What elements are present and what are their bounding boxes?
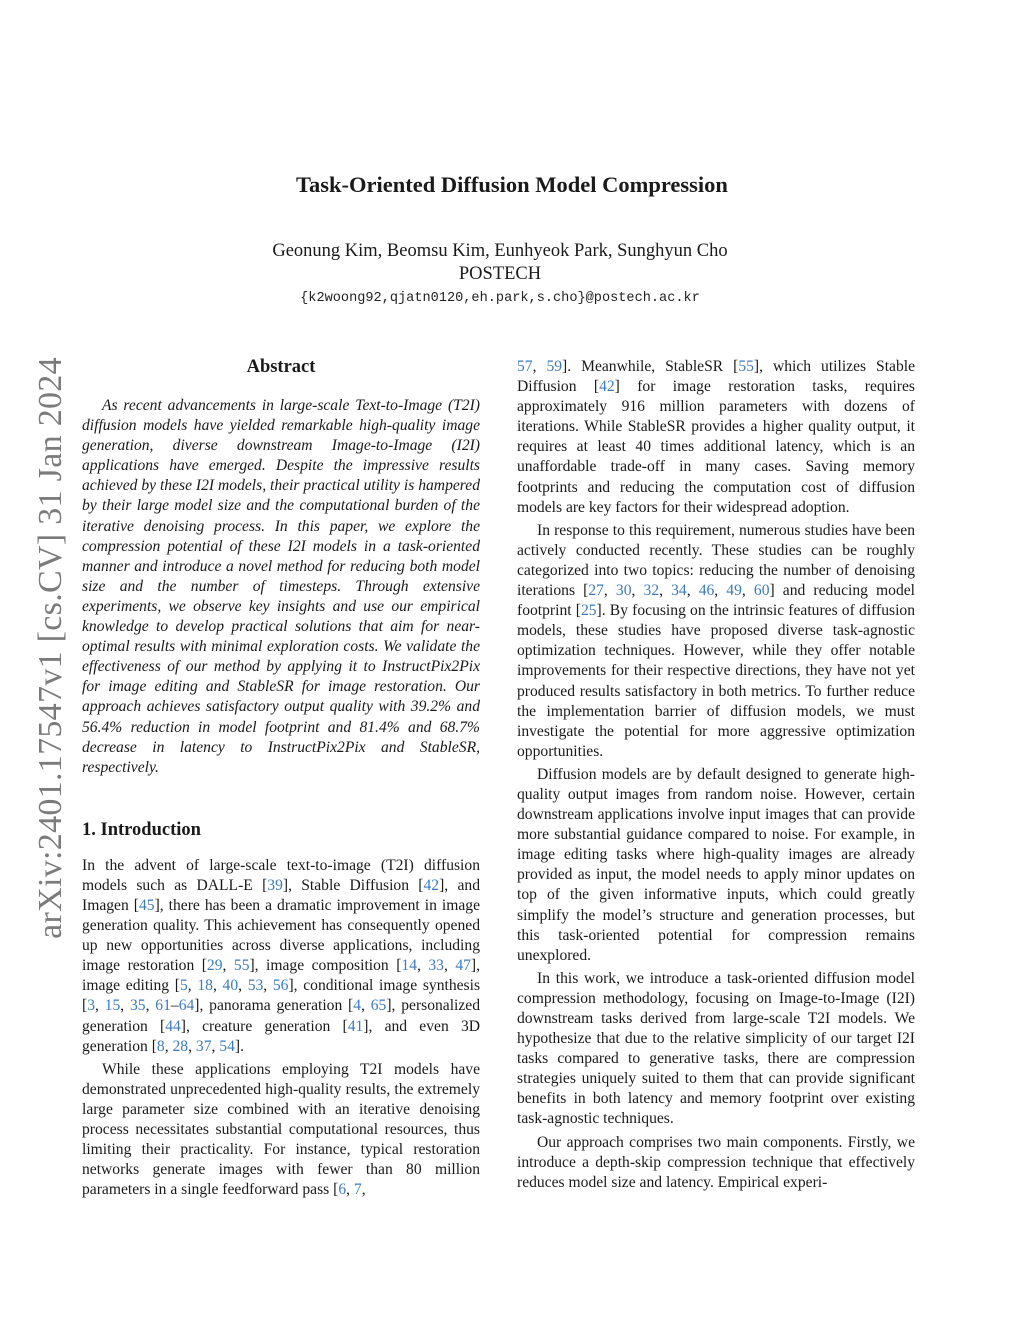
affiliation: POSTECH xyxy=(458,264,542,284)
citation-link[interactable]: 41 xyxy=(347,1017,364,1035)
text-run: , xyxy=(443,957,456,975)
text-run: , xyxy=(212,977,223,995)
text-run: – xyxy=(170,997,179,1015)
text-run: ], image editing [ xyxy=(82,957,481,995)
citation-link[interactable]: 59 xyxy=(546,358,563,375)
citation-link[interactable]: 42 xyxy=(599,378,615,396)
citation-link[interactable]: 25 xyxy=(580,602,597,620)
citation-link[interactable]: 61 xyxy=(155,997,171,1015)
right-column xyxy=(517,357,915,1196)
citation-link[interactable]: 37 xyxy=(195,1037,212,1055)
text-run: ], creature generation [ xyxy=(180,1017,348,1035)
citation-link[interactable]: 57 xyxy=(517,358,533,375)
text-run: , xyxy=(188,1037,196,1055)
citation-link[interactable]: 47 xyxy=(455,957,471,975)
text-run: , xyxy=(361,1181,366,1199)
citation-link[interactable]: 60 xyxy=(753,582,770,600)
text-run: ], personalized generation [ xyxy=(82,997,481,1035)
citation-link[interactable]: 55 xyxy=(738,358,754,375)
citation-link[interactable]: 40 xyxy=(222,977,239,995)
citation-link[interactable]: 29 xyxy=(206,957,223,975)
text-run: , xyxy=(238,977,248,995)
citation-link[interactable]: 65 xyxy=(370,997,387,1015)
text-run: ], and Imagen [ xyxy=(82,876,480,914)
citation-link[interactable]: 54 xyxy=(219,1037,235,1055)
author-emails: {k2woong92,qjatn0120,eh.park,s.cho}@postech.ac.kr xyxy=(300,291,700,306)
text-run: , xyxy=(120,997,130,1015)
citation-link[interactable]: 42 xyxy=(423,876,440,894)
intro-paragraph-6 xyxy=(517,1133,915,1193)
citation-link[interactable]: 34 xyxy=(671,582,687,600)
text-run: , xyxy=(164,1037,173,1055)
text-run: ]. Meanwhile, StableSR [ xyxy=(562,358,739,375)
text-run: In response to this requirement, numerous studies have been actively conducted recently. These studies can be roughly categorized into two topics: reducing the number of denoising iterations [ xyxy=(517,521,915,600)
text-run: , xyxy=(416,957,429,975)
text-run: Diffusion models are by default designed to generate high-quality output images from random noise. However, certain downstream applications involve input images that can provide more substantial guidance compared to noise. For example, in image editing tasks where high-quality images are already provided as input, the model needs to apply minor updates on top of the given informative inputs, which could greatly simplify the model’s structure and generation processes, but this task-oriented potential for compression remains unexplored. xyxy=(517,765,915,964)
paper-title: Task-Oriented Diffusion Model Compression xyxy=(296,172,728,197)
citation-link[interactable]: 6 xyxy=(338,1181,347,1199)
text-run: , xyxy=(211,1037,220,1055)
text-run: , xyxy=(263,977,273,995)
citation-link[interactable]: 15 xyxy=(104,997,121,1015)
citation-link[interactable]: 33 xyxy=(428,957,444,975)
citation-link[interactable]: 46 xyxy=(698,582,715,600)
abstract-body: As recent advancements in large-scale Text-to-Image (T2I) diffusion models have yielded remarkable high-quality image generation, diverse downstream Image-to-Image (I2I) applications have emerged. Despite the impressive results achieved by these I2I models, their practical utility is hampered by their large model size and the computational burden of the iterative denoising process. In this paper, we explore the compression potential of these I2I models in a task-oriented manner and introduce a novel method for reducing both model size and the number of timesteps. Through extensive experiments, we observe key insights and use our empirical knowledge to develop practical solutions that aim for near-optimal results with minimal exploration costs. We validate the effectiveness of our method by applying it to InstructPix2Pix for image editing and StableSR for image restoration. Our approach achieves satisfactory output quality with 39.2% and 56.4% reduction in model footprint and 81.4% and 68.7% decrease in latency to InstructPix2Pix and StableSR, respectively. xyxy=(82,397,480,776)
text-run: , xyxy=(603,582,616,600)
citation-link[interactable]: 49 xyxy=(726,582,742,600)
intro-paragraph-4 xyxy=(517,765,915,966)
text-run: ], which utilizes Stable Diffusion [ xyxy=(517,358,915,396)
citation-link[interactable]: 18 xyxy=(197,977,213,995)
text-run: , xyxy=(187,977,198,995)
author-list: Geonung Kim, Beomsu Kim, Eunhyeok Park, Sunghyun Cho xyxy=(272,241,728,261)
text-run: ], Stable Diffusion [ xyxy=(282,876,424,894)
intro-paragraph-3 xyxy=(517,521,915,762)
citation-link[interactable]: 14 xyxy=(401,957,417,975)
text-run: ]. By focusing on the intrinsic features of diffusion models, these studies have proposed diverse task-agnostic optimization techniques. However, while they offer notable improvements for their respective directions, they have not yet produced results satisfactory in both metrics. To further reduce the implementation barrier of diffusion models, we must investigate the potential for more aggressive optimization opportunities. xyxy=(517,602,915,760)
intro-paragraph-5 xyxy=(517,969,915,1130)
text-run: , xyxy=(686,582,699,600)
text-run: , xyxy=(145,997,156,1015)
text-run: ], panorama generation [ xyxy=(194,997,354,1015)
arxiv-identifier: arXiv:2401.17547v1 [cs.CV] 31 Jan 2024 xyxy=(32,357,69,939)
citation-link[interactable]: 4 xyxy=(353,997,362,1015)
left-column xyxy=(82,356,480,1203)
text-run: ] for image restoration tasks, requires approximately 916 million parameters with dozens of iterations. While StableSR provides a higher quality output, it requires at least 40 times additional latency, which is an unaffordable trade-off in many cases. Saving memory footprints and reducing the computation cost of diffusion models are key factors for their widespread adoption. xyxy=(517,378,915,516)
text-run: , xyxy=(659,582,672,600)
citation-link[interactable]: 56 xyxy=(272,977,289,995)
text-run: ] and reducing model footprint [ xyxy=(517,582,916,620)
citation-link[interactable]: 39 xyxy=(267,876,283,894)
intro-paragraph-2-continued xyxy=(517,357,915,518)
intro-paragraph-2 xyxy=(82,1060,480,1201)
text-run: Our approach comprises two main components. Firstly, we introduce a depth-skip compression technique that effectively reduces model size and latency. Empirical experi- xyxy=(517,1133,915,1191)
text-run: , xyxy=(631,582,644,600)
text-run: , xyxy=(222,957,234,975)
text-run: ], there has been a dramatic improvement in image generation quality. This achievement has consequently opened up new opportunities across diverse applications, including image restoration [ xyxy=(82,896,480,975)
text-run: , xyxy=(532,358,547,375)
text-run: While these applications employing T2I models have demonstrated unprecedented high-quality results, the extremely large parameter size combined with an iterative denoising process necessitates substantial computational resources, thus limiting their practicality. For instance, typical restoration networks generate images with fewer than 80 million parameters in a single feedforward pass [ xyxy=(82,1060,480,1199)
citation-link[interactable]: 44 xyxy=(165,1017,181,1035)
citation-link[interactable]: 7 xyxy=(353,1181,362,1199)
text-run: , xyxy=(361,997,371,1015)
text-run: In the advent of large-scale text-to-image (T2I) diffusion models such as DALL-E [ xyxy=(82,856,480,894)
text-run: , xyxy=(741,582,754,600)
text-run: In this work, we introduce a task-oriented diffusion model compression methodology, focusing on Image-to-Image (I2I) downstream tasks derived from large-scale T2I models. We hypothesize that due to the relative simplicity of our target I2I tasks compared to generative tasks, there are compression strategies uniquely suited to them that can provide significant benefits in both latency and memory footprint over existing task-agnostic techniques. xyxy=(517,969,915,1128)
text-run: ], and even 3D generation [ xyxy=(82,1017,480,1055)
abstract-heading: Abstract xyxy=(246,357,316,377)
intro-paragraph-1 xyxy=(82,856,480,1057)
text-run: , xyxy=(95,997,105,1015)
citation-link[interactable]: 3 xyxy=(87,997,95,1015)
citation-link[interactable]: 45 xyxy=(138,896,155,914)
citation-link[interactable]: 28 xyxy=(172,1037,189,1055)
text-run: , xyxy=(346,1181,354,1199)
citation-link[interactable]: 32 xyxy=(643,582,660,600)
citation-link[interactable]: 5 xyxy=(179,977,188,995)
text-run: ], conditional image synthesis [ xyxy=(82,977,481,1015)
citation-link[interactable]: 35 xyxy=(130,997,146,1015)
citation-link[interactable]: 64 xyxy=(178,997,195,1015)
introduction-heading: 1. Introduction xyxy=(82,819,201,840)
text-run: ]. xyxy=(234,1037,244,1055)
citation-link[interactable]: 8 xyxy=(156,1037,165,1055)
citation-link[interactable]: 27 xyxy=(588,582,604,600)
citation-link[interactable]: 55 xyxy=(233,957,250,975)
citation-link[interactable]: 53 xyxy=(247,977,264,995)
citation-link[interactable]: 30 xyxy=(615,582,632,600)
text-run: ], image composition [ xyxy=(249,957,402,975)
text-run: , xyxy=(714,582,727,600)
